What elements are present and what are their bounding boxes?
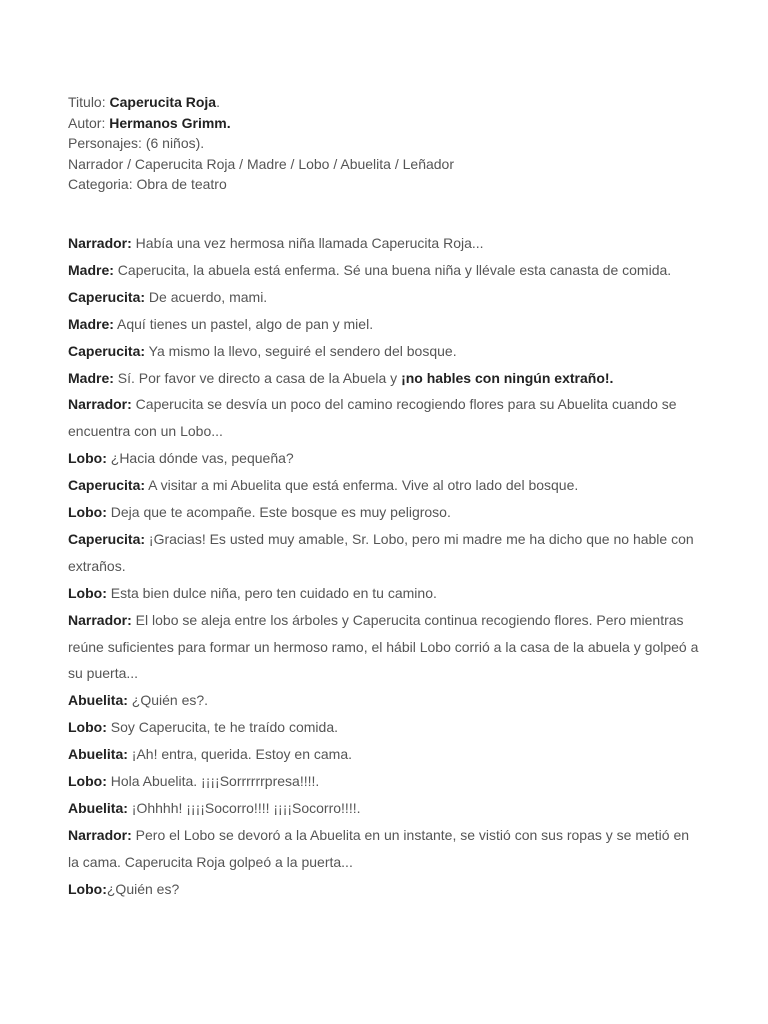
dialogue-text: Hola Abuelita. ¡¡¡¡Sorrrrrrpresa!!!!.: [106, 773, 320, 790]
title-value: Caperucita Roja: [109, 94, 217, 110]
speaker-name: Lobo:: [68, 584, 107, 601]
emphasis-text: ¡no hables con ningún extraño!.: [401, 369, 614, 386]
speaker-name: Narrador:: [68, 826, 132, 843]
document-header: [68, 92, 700, 195]
dialogue-text: A visitar a mi Abuelita que está enferma. Vive al otro lado del bosque.: [145, 477, 579, 494]
dialogue-text: ¿Hacia dónde vas, pequeña?: [106, 450, 294, 467]
dialogue-text: Caperucita, la abuela está enferma. Sé una buena niña y llévale esta canasta de comida.: [113, 261, 672, 278]
dialogue-entry: [68, 391, 700, 445]
speaker-name: Caperucita:: [68, 342, 146, 359]
dialogue-text: De acuerdo, mami.: [145, 288, 268, 305]
speaker-name: Lobo:: [68, 450, 107, 467]
dialogue-entry: [68, 338, 700, 365]
speaker-name: Caperucita:: [68, 477, 146, 494]
dialogue-entry: [68, 526, 700, 580]
dialogue-entry: [68, 714, 700, 741]
dialogue-entry: [68, 876, 700, 903]
dialogue-list: [68, 230, 700, 903]
speaker-name: Narrador:: [68, 396, 132, 413]
dialogue-entry: [68, 607, 700, 688]
dialogue-text: Esta bien dulce niña, pero ten cuidado en tu camino.: [106, 584, 437, 601]
dialogue-text: ¡Ohhhh! ¡¡¡¡Socorro!!!! ¡¡¡¡Socorro!!!!.: [127, 800, 361, 816]
dialogue-entry: [68, 687, 700, 714]
speaker-name: Madre:: [68, 315, 114, 332]
dialogue-entry: [68, 499, 700, 526]
dialogue-entry: [68, 795, 700, 822]
category-line: Categoria: Obra de teatro: [68, 176, 227, 193]
dialogue-text: Caperucita se desvía un poco del camino recogiendo flores para su Abuelita cuando se encuentra con un Lobo...: [68, 396, 677, 440]
title-label: Titulo:: [68, 94, 110, 110]
speaker-name: Abuelita:: [68, 746, 128, 763]
speaker-name: Narrador:: [68, 234, 132, 251]
dialogue-entry: [68, 768, 700, 795]
cast-line: Narrador / Caperucita Roja / Madre / Lobo / Abuelita / Leñador: [68, 155, 454, 172]
dialogue-entry: [68, 472, 700, 499]
dialogue-entry: [68, 284, 700, 311]
author-label: Autor:: [68, 114, 110, 131]
dialogue-entry: [68, 445, 700, 472]
dialogue-entry: [68, 257, 700, 284]
dialogue-text: Había una vez hermosa niña llamada Caperucita Roja...: [131, 234, 484, 251]
speaker-name: Lobo:: [68, 773, 107, 790]
dialogue-text: Deja que te acompañe. Este bosque es muy peligroso.: [106, 504, 451, 521]
dialogue-entry: [68, 311, 700, 338]
title-suffix: .: [216, 94, 220, 110]
dialogue-text: Ya mismo la llevo, seguiré el sendero del bosque.: [145, 342, 457, 359]
dialogue-text: Sí. Por favor ve directo a casa de la Abuela y: [113, 369, 402, 386]
speaker-name: Abuelita:: [68, 692, 128, 709]
dialogue-text: ¿Quién es?: [106, 880, 180, 897]
speaker-name: Caperucita:: [68, 530, 146, 547]
speaker-name: Narrador:: [68, 611, 132, 628]
author-value: Hermanos Grimm.: [109, 114, 231, 131]
dialogue-entry: [68, 822, 700, 876]
speaker-name: Lobo:: [68, 880, 107, 897]
dialogue-text: Soy Caperucita, te he traído comida.: [106, 719, 338, 736]
document-page: [68, 92, 700, 903]
speaker-name: Madre:: [68, 369, 114, 386]
author-line: [68, 113, 700, 134]
dialogue-text: Pero el Lobo se devoró a la Abuelita en un instante, se vistió con sus ropas y se metió en la cama. Caperucita Roja golpeó a la puerta...: [68, 826, 690, 870]
dialogue-text: El lobo se aleja entre los árboles y Caperucita continua recogiendo flores. Pero mientras reúne suficientes para formar un hermoso ramo, el hábil Lobo corrió a la casa de la abuela y golpeó a su puerta...: [68, 611, 699, 682]
dialogue-text: ¡Ah! entra, querida. Estoy en cama.: [127, 746, 353, 763]
dialogue-entry: [68, 230, 700, 257]
dialogue-text: Aquí tienes un pastel, algo de pan y miel.: [113, 315, 374, 332]
dialogue-entry: [68, 365, 700, 392]
speaker-name: Abuelita:: [68, 800, 128, 816]
dialogue-text: ¡Gracias! Es usted muy amable, Sr. Lobo, pero mi madre me ha dicho que no hable con extraños.: [68, 530, 694, 574]
title-line: [68, 92, 700, 113]
dialogue-text: ¿Quién es?.: [127, 692, 209, 709]
speaker-name: Lobo:: [68, 504, 107, 521]
speaker-name: Caperucita:: [68, 288, 146, 305]
dialogue-entry: [68, 580, 700, 607]
speaker-name: Lobo:: [68, 719, 107, 736]
speaker-name: Madre:: [68, 261, 114, 278]
characters-line: Personajes: (6 niños).: [68, 135, 205, 152]
dialogue-entry: [68, 741, 700, 768]
